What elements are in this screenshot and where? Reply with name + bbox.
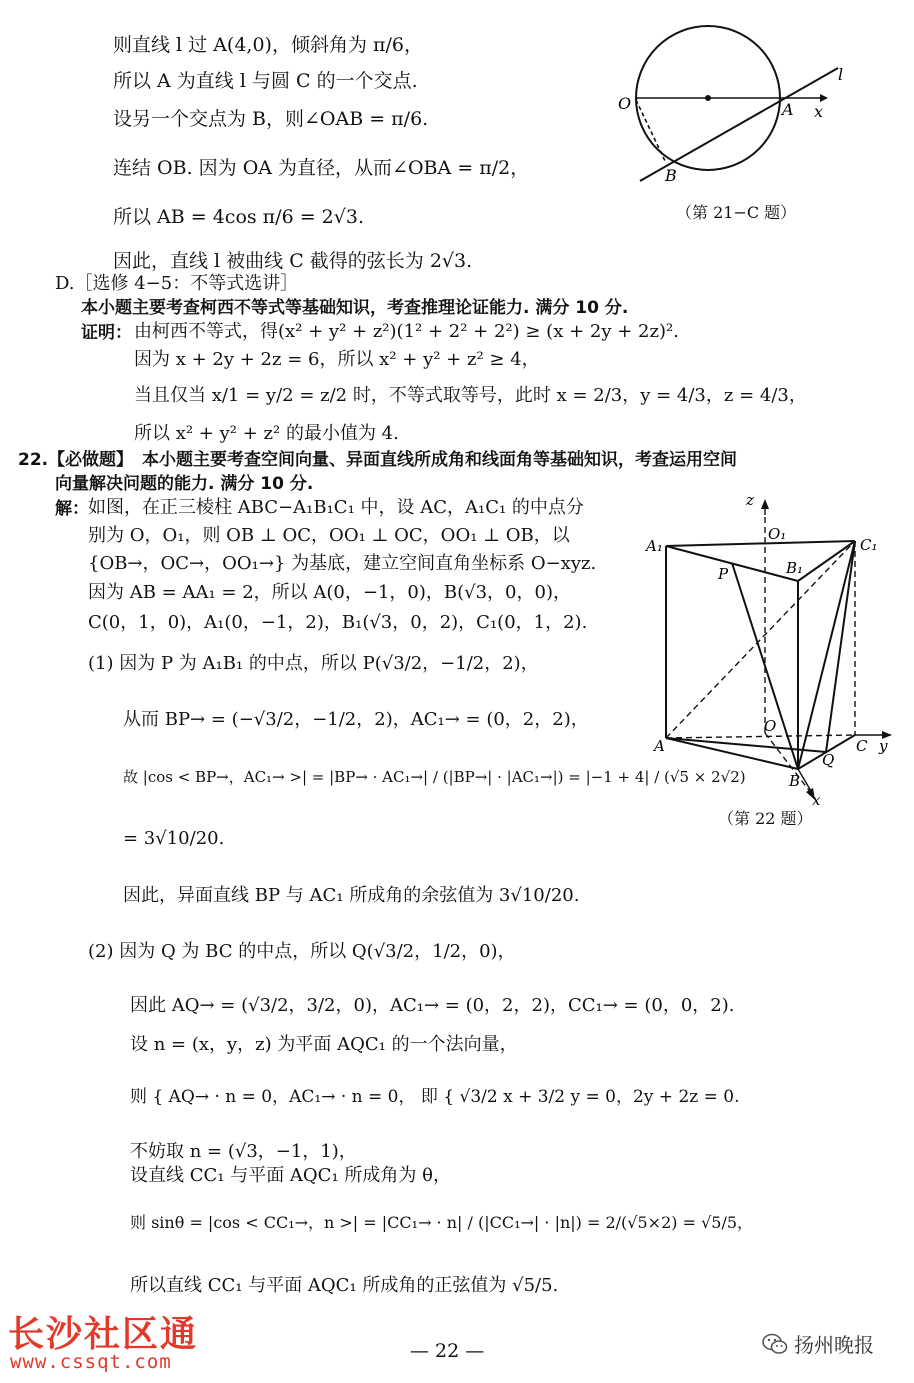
part-c-line-5: 所以 AB = 4cos π/6 = 2√3.: [113, 206, 364, 228]
q22-line-13: 设 n = (x，y，z) 为平面 AQC₁ 的一个法向量，: [130, 1034, 518, 1055]
wechat-source: [762, 1329, 874, 1358]
part-d-heading: D.［选修 4−5：不等式选讲］: [55, 273, 299, 294]
q22-solution-label: 解：: [55, 499, 89, 519]
figure-22-caption: （第 22 题）: [718, 809, 813, 828]
part-d-line-2: 因为 x + 2y + 2z = 6，所以 x² + y² + z² ≥ 4，: [134, 349, 540, 370]
fig22-label-b: B: [789, 772, 801, 790]
part-c-line-3: 设另一个交点为 B，则∠OAB = π/6.: [113, 108, 429, 130]
q22-line-5: C(0，1，0)，A₁(0，−1，2)，B₁(√3，0，2)，C₁(0，1，2).: [88, 612, 588, 633]
fig22-label-q: Q: [822, 751, 835, 769]
fig22-label-c: C: [856, 737, 868, 755]
fig22-label-a1: A₁: [646, 537, 663, 555]
fig22-label-b1: B₁: [786, 559, 804, 577]
wechat-source-name: 扬州晚报: [794, 1333, 874, 1357]
q22-line-18: 所以直线 CC₁ 与平面 AQC₁ 所成角的正弦值为 √5/5.: [130, 1275, 559, 1296]
q22-line-11: (2) 因为 Q 为 BC 的中点，所以 Q(√3/2，1/2，0)，: [88, 941, 516, 962]
page-number: — 22 —: [410, 1340, 485, 1362]
part-d-summary: 本小题主要考查柯西不等式等基础知识，考查推理论证能力. 满分 10 分.: [81, 298, 629, 318]
q22-summary-2: 向量解决问题的能力. 满分 10 分.: [55, 474, 314, 494]
part-c-line-6: 因此，直线 l 被曲线 C 截得的弦长为 2√3.: [113, 250, 473, 272]
figure-21c-caption: （第 21−C 题）: [676, 203, 797, 222]
q22-line-9: = 3√10/20.: [123, 828, 225, 849]
q22-line-7: 从而 BP→ = (−√3/2，−1/2，2)，AC₁→ = (0，2，2)，: [123, 709, 589, 730]
fig21-label-a: A: [782, 100, 794, 119]
part-d-line-3: 当且仅当 x/1 = y/2 = z/2 时，不等式取等号，此时 x = 2/3，y = 4/3，z = 4/3，: [134, 385, 807, 406]
fig21-label-o: O: [618, 94, 632, 113]
q22-line-2: 别为 O，O₁，则 OB ⊥ OC，OO₁ ⊥ OC，OO₁ ⊥ OB，以: [88, 525, 570, 546]
q22-line-15: 不妨取 n = (√3，−1，1)，: [130, 1141, 357, 1162]
q22-line-8: 故 |cos < BP→，AC₁→ >| = |BP→ · AC₁→| / (|BP→| · |AC₁→|) = |−1 + 4| / (√5 × 2√2): [123, 768, 746, 786]
watermark-url: www.cssqt.com: [10, 1351, 172, 1373]
fig22-label-p: P: [718, 565, 729, 583]
q22-summary-1: 本小题主要考查空间向量、异面直线所成角和线面角等基础知识，考查运用空间: [142, 450, 737, 470]
watermark-brand: 长沙社区通: [8, 1314, 199, 1355]
q22-line-12: 因此 AQ→ = (√3/2，3/2，0)，AC₁→ = (0，2，2)，CC₁→ = (0，0，2).: [130, 995, 735, 1016]
fig22-label-y: y: [879, 737, 888, 755]
fig22-label-o: O: [764, 717, 777, 735]
part-d-proof-label: 证明：: [81, 323, 132, 343]
figure-21c: [610, 5, 860, 215]
q22-line-1: 如图，在正三棱柱 ABC−A₁B₁C₁ 中，设 AC，A₁C₁ 的中点分: [88, 497, 584, 518]
q22-line-4: 因为 AB = AA₁ = 2，所以 A(0，−1，0)，B(√3，0，0)，: [88, 582, 571, 603]
wechat-icon: [762, 1333, 788, 1355]
q22-line-3: {OB→，OC→，OO₁→} 为基底，建立空间直角坐标系 O−xyz.: [88, 553, 597, 574]
fig21-label-x: x: [814, 102, 824, 121]
part-d-line-1: 由柯西不等式，得(x² + y² + z²)(1² + 2² + 2²) ≥ (x + 2y + 2z)².: [134, 321, 679, 342]
fig22-label-c1: C₁: [860, 536, 878, 554]
q22-line-10: 因此，异面直线 BP 与 AC₁ 所成角的余弦值为 3√10/20.: [123, 885, 580, 906]
fig22-label-x: x: [812, 791, 821, 809]
fig22-label-o1: O₁: [768, 525, 787, 543]
q22-line-14: 则 { AQ→ · n = 0，AC₁→ · n = 0， 即 { √3/2 x + 3/2 y = 0，2y + 2z = 0.: [130, 1087, 740, 1107]
part-c-line-1: 则直线 l 过 A(4,0)，倾斜角为 π/6，: [113, 34, 423, 56]
q22-line-17: 则 sinθ = |cos < CC₁→，n >| = |CC₁→ · n| / (|CC₁→| · |n|) = 2/(√5×2) = √5/5，: [130, 1213, 754, 1232]
q22-tag: 【必做题】: [48, 450, 133, 470]
q22-line-6: (1) 因为 P 为 A₁B₁ 的中点，所以 P(√3/2，−1/2，2)，: [88, 653, 539, 674]
figure-22: [640, 495, 904, 815]
fig21-label-l: l: [838, 65, 844, 84]
q22-line-16: 设直线 CC₁ 与平面 AQC₁ 所成角为 θ，: [130, 1165, 451, 1186]
part-d-line-4: 所以 x² + y² + z² 的最小值为 4.: [134, 423, 399, 444]
q22-number: 22.: [18, 450, 49, 470]
fig22-label-a: A: [654, 737, 665, 755]
part-c-line-4: 连结 OB. 因为 OA 为直径，从而∠OBA = π/2，: [113, 157, 530, 179]
fig22-label-z: z: [746, 495, 754, 509]
fig21-label-b: B: [665, 166, 677, 185]
part-c-line-2: 所以 A 为直线 l 与圆 C 的一个交点.: [113, 70, 418, 92]
